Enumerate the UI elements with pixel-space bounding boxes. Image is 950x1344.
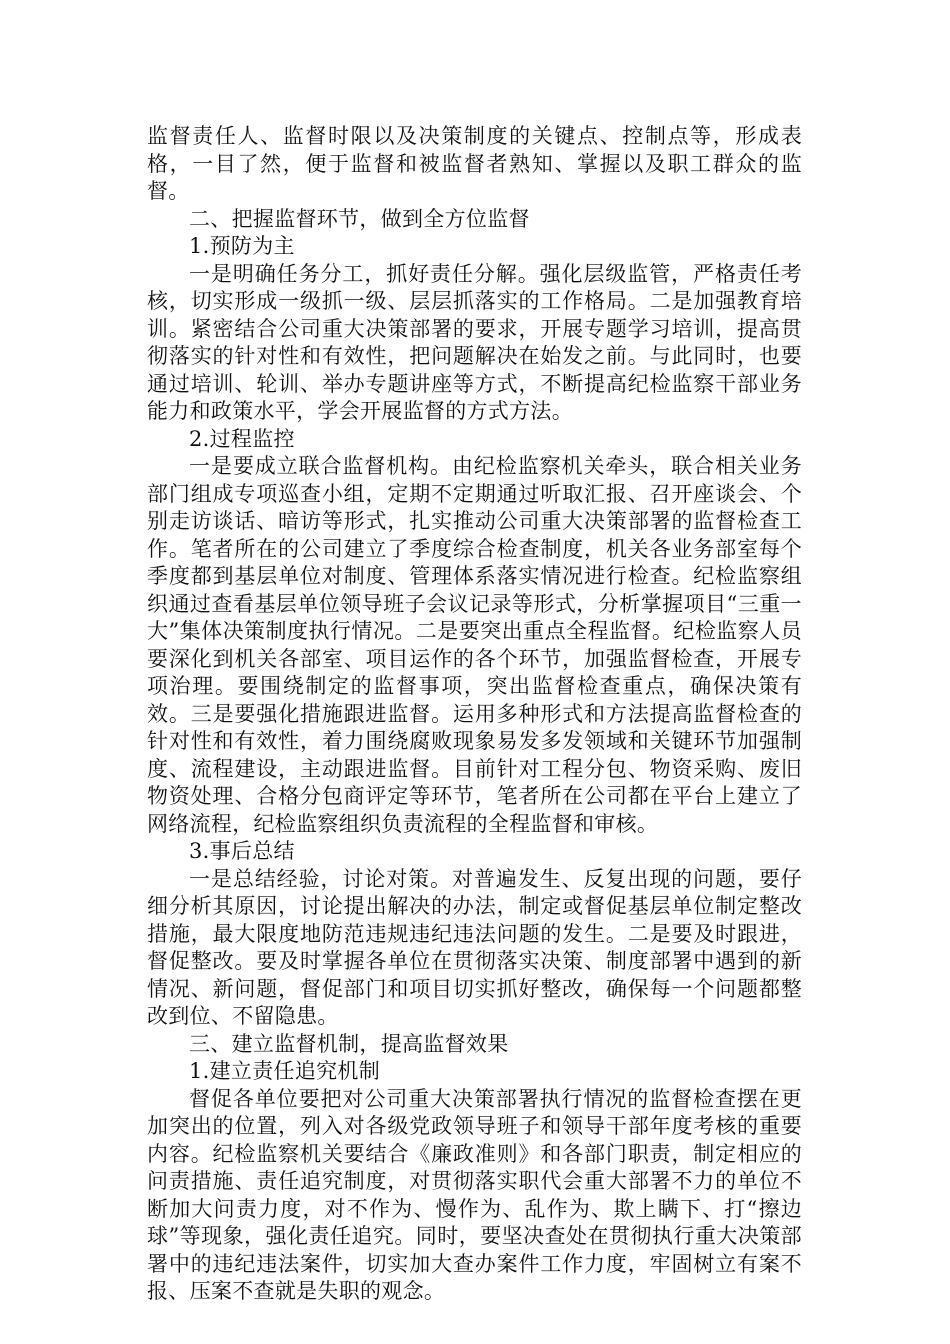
document-body [147,123,802,1306]
section-heading-3: 三、建立监督机制，提高监督效果 [189,1031,509,1056]
paragraph-prevention: 一是明确任务分工，抓好责任分解。强化层级监管，严格责任考核，切实形成一级抓一级、层层抓落实的工作格局。二是加强教育培训。紧密结合公司重大决策部署的要求，开展专题学习培训，提高贯彻落实的针对性和有效性，把问题解决在始发之前。与此同时，也要通过培训、轮训、举办专题讲座等方式，不断提高纪检监察干部业务能力和政策水平，学会开展监督的方式方法。 [147,261,802,423]
subheading-accountability: 1.建立责任追究机制 [189,1059,381,1083]
paragraph-post-summary: 一是总结经验，讨论对策。对普遍发生、反复出现的问题，要仔细分析其原因，讨论提出解决的办法，制定或督促基层单位制定整改措施，最大限度地防范违规违纪违法问题的发生。二是要及时跟进，督促整改。要及时掌握各单位在贯彻落实决策、制度部署中遇到的新情况、新问题，督促部门和项目切实抓好整改，确保每一个问题都整改到位、不留隐患。 [147,866,802,1028]
paragraph-accountability: 督促各单位要把对公司重大决策部署执行情况的监督检查摆在更加突出的位置，列入对各级党政领导班子和领导干部年度考核的重要内容。纪检监察机关要结合《廉政准则》和各部门职责，制定相应的问责措施、责任追究制度，对贯彻落实职代会重大部署不力的单位不断加大问责力度，对不作为、慢作为、乱作为、欺上瞒下、打“擦边球”等现象，强化责任追究。同时，要坚决查处在贯彻执行重大决策部署中的违纪违法案件，切实加大查办案件工作力度，牢固树立有案不报、压案不查就是失职的观念。 [147,1086,802,1303]
subheading-prevention: 1.预防为主 [189,234,295,258]
paragraph-process-control: 一是要成立联合监督机构。由纪检监察机关牵头，联合相关业务部门组成专项巡查小组，定期不定期通过听取汇报、召开座谈会、个别走访谈话、暗访等形式，扎实推动公司重大决策部署的监督检查工作。笔者所在的公司建立了季度综合检查制度，机关各业务部室每个季度都到基层单位对制度、管理体系落实情况进行检查。纪检监察组织通过查看基层单位领导班子会议记录等形式，分析掌握项目“三重一大”集体决策制度执行情况。二是要突出重点全程监督。纪检监察人员要深化到机关各部室、项目运作的各个环节，加强监督检查，开展专项治理。要围绕制定的监督事项，突出监督检查重点，确保决策有效。三是要强化措施跟进监督。运用多种形式和方法提高监督检查的针对性和有效性，着力围绕腐败现象易发多发领域和关键环节加强制度、流程建设，主动跟进监督。目前针对工程分包、物资采购、废旧物资处理、合格分包商评定等环节，笔者所在公司都在平台上建立了网络流程，纪检监察组织负责流程的全程监督和审核。 [147,454,802,836]
subheading-post-summary: 3.事后总结 [189,839,295,863]
subheading-process-control: 2.过程监控 [189,426,295,451]
section-heading-2: 二、把握监督环节，做到全方位监督 [189,206,530,231]
paragraph-continuation: 监督责任人、监督时限以及决策制度的关键点、控制点等，形成表格，一目了然，便于监督和被监督者熟知、掌握以及职工群众的监督。 [147,124,802,203]
